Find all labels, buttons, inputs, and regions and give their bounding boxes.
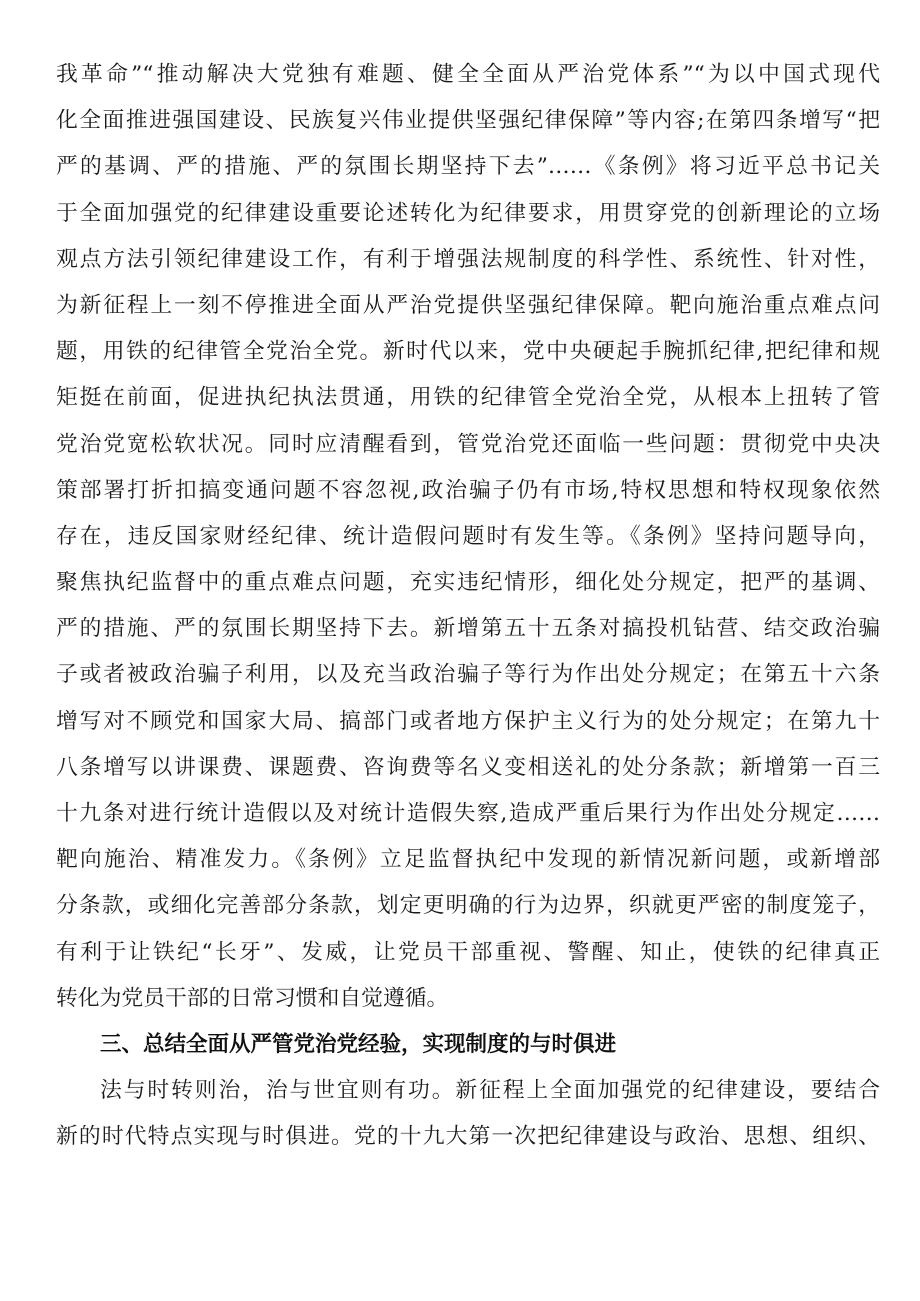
text-line: 严的基调、严的措施、严的氛围长期坚持下去”……《条例》将习近平总书记关	[56, 154, 880, 180]
text-line: 题，用铁的纪律管全党治全党。新时代以来，党中央硬起手腕抓纪律,把纪律和规	[56, 339, 880, 365]
text-line: 矩挺在前面，促进执纪执法贯通，用铁的纪律管全党治全党，从根本上扭转了管	[56, 385, 880, 411]
text-line: 子或者被政治骗子利用，以及充当政治骗子等行为作出处分规定；在第五十六条	[56, 662, 880, 688]
section-heading: 三、总结全面从严管党治党经验，实现制度的与时俱进	[100, 1031, 617, 1057]
text-line: 党治党宽松软状况。同时应清醒看到，管党治党还面临一些问题：贯彻党中央决	[56, 431, 880, 457]
body-paragraph	[56, 52, 880, 1022]
text-line: 有利于让铁纪“长牙”、发威，让党员干部重视、警醒、知止，使铁的纪律真正	[56, 939, 880, 965]
text-line: 新的时代特点实现与时俱进。党的十九大第一次把纪律建设与政治、思想、组织、	[56, 1124, 880, 1150]
text-line: 存在，违反国家财经纪律、统计造假问题时有发生等。《条例》坚持问题导向，	[56, 523, 880, 549]
body-paragraph	[56, 1068, 880, 1160]
text-line: 策部署打折扣搞变通问题不容忽视,政治骗子仍有市场,特权思想和特权现象依然	[56, 477, 880, 503]
text-line: 转化为党员干部的日常习惯和自觉遵循。	[56, 985, 449, 1011]
text-line: 分条款，或细化完善部分条款，划定更明确的行为边界，织就更严密的制度笼子，	[56, 893, 880, 919]
text-line: 化全面推进强国建设、民族复兴伟业提供坚强纪律保障”等内容;在第四条增写“把	[56, 108, 880, 134]
text-line: 法与时转则治，治与世宜则有功。新征程上全面加强党的纪律建设，要结合	[100, 1078, 880, 1104]
text-line: 八条增写以讲课费、课题费、咨询费等名义变相送礼的处分条款；新增第一百三	[56, 754, 880, 780]
text-line: 观点方法引领纪律建设工作，有利于增强法规制度的科学性、系统性、针对性，	[56, 246, 880, 272]
text-line: 增写对不顾党和国家大局、搞部门或者地方保护主义行为的处分规定；在第九十	[56, 708, 880, 734]
text-line: 十九条对进行统计造假以及对统计造假失察,造成严重后果行为作出处分规定……	[56, 801, 880, 826]
text-line: 于全面加强党的纪律建设重要论述转化为纪律要求，用贯穿党的创新理论的立场	[56, 200, 880, 226]
text-line: 严的措施、严的氛围长期坚持下去。新增第五十五条对搞投机钻营、结交政治骗	[56, 616, 880, 642]
text-line: 聚焦执纪监督中的重点难点问题，充实违纪情形，细化处分规定，把严的基调、	[56, 570, 880, 596]
text-line: 我革命”“推动解决大党独有难题、健全全面从严治党体系”“为以中国式现代	[56, 62, 880, 87]
text-line: 靶向施治、精准发力。《条例》立足监督执纪中发现的新情况新问题，或新增部	[56, 847, 880, 873]
document-page	[56, 52, 880, 1161]
text-line: 为新征程上一刻不停推进全面从严治党提供坚强纪律保障。靶向施治重点难点问	[56, 292, 880, 318]
